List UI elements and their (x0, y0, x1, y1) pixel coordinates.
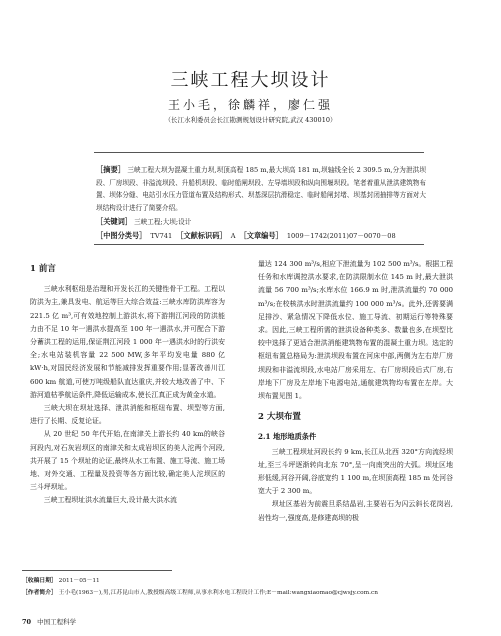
received-label: ［收稿日期］ (22, 578, 57, 584)
abstract-top-rule (94, 152, 424, 153)
received-date: 2011－05－11 (58, 578, 100, 584)
article-authors: 王小毛，徐麟祥，廖仁强 (167, 98, 333, 112)
journal-name: 中国工程科学 (37, 618, 77, 626)
section-1-paragraph: 三峡工程坝址洪水流量巨大,设计最大洪水流 (43, 496, 177, 505)
section-1-paragraph: 三峡水利枢纽是治理和开发长江的关键性骨干工程。工程以防洪为主,兼具发电、航运等巨大综合效益:三峡水库防洪库容为 221.5 亿 m³,可有效地控制上游洪水,将下游荆江河段的防洪能力由不足 10 年一遇洪水提高至 100 年一遇洪水,并可配合下游分蓄洪工程的运用,保证荆江河段 1 000 年一遇洪水时的行洪安全;水电站装机容量 22 500 MW,多年平均发电量 880 亿 kW·h,对国民经济发展和节能减排发挥重要作用;显著改善川江 600 km 航道,可使万吨级船队直达重庆,并较大地改善了中、下游河道枯季航运条件,降低运输成本,使长江真正成为黄金水道。 (30, 285, 225, 399)
continued-paragraph: 量达 124 300 m³/s,相应下泄流量为 102 500 m³/s。根据工程任务和水库调控洪水要求,在防洪限制水位 145 m 时,最大泄洪流量 56 700 m³/s;水库水位 166.9 m 时,泄洪流量约 70 000 m³/s;在校核洪水时泄洪流量约 100 000 m³/s。此外,还需要满足排沙、紧急情况下降低水位、施工导流、初期运行等特殊要求。因此,三峡工程所需的泄洪设备种类多、数量也多,在坝型比较中选择了更适合泄洪消能建筑物布置的混凝土重力坝。选定的枢纽布置总格局为:泄洪坝段布置在河床中部,两侧为左右岸厂房坝段和非溢流坝段,水电站厂房采用左、右厂房坝段后式厂房,右岸地下厂房及左岸地下电源电站,通航建筑物均布置在左岸。大坝布置见图 1。 (258, 260, 453, 401)
clc-label: ［中图分类号］ (96, 231, 147, 240)
doc-code-value: A (230, 232, 236, 240)
abstract-block (96, 164, 426, 214)
doc-code-label: ［文献标识码］ (176, 231, 227, 240)
footnote-rule (22, 570, 172, 571)
article-title: 三峡工程大坝设计 (170, 70, 331, 91)
page-number: 70 (22, 618, 32, 626)
section-1-paragraph: 从 20 世纪 50 年代开始,在南津关上游长约 40 km的峡谷河段内,对石灰岩坝区的南津关和太成岩坝区的美人沱两个河段,共开展了 15 个坝址的论证,最终从水工布置、施工导流、施工场地、对外交通、工程量及投资等各方面比较,确定美人沱坝区的三斗坪坝址。 (30, 430, 225, 492)
clc-value: TV741 (150, 232, 173, 240)
section-1-paragraph: 三峡大坝在坝址选择、泄洪消能和枢纽布置、坝型等方面,进行了长期、反复论证。 (30, 404, 225, 426)
section-2-paragraph: 三峡工程坝址河段长约 9 km,长江从北西 320°方向流经坝址,至三斗坪逐渐转向北东 70°,呈一向南突出的大弧。坝址区地形低缓,河谷开阔,谷底宽约 1 100 m,在坝顶高程 185 m 处河谷宽大于 2 300 m。 (258, 447, 453, 496)
page-footer (22, 617, 76, 626)
classification-line (96, 230, 396, 241)
section-2-heading: 2 大坝布置 (258, 412, 301, 423)
section-1-heading: 1 前言 (30, 264, 56, 274)
left-column (30, 263, 225, 508)
section-2-paragraph: 坝址区基岩为前震旦系结晶岩,主要岩石为闪云斜长花岗岩,岩性均一,强度高,是修建高坝的极 (258, 500, 453, 522)
subsection-2-1-heading: 2.1 地形地质条件 (258, 432, 317, 442)
keywords-label: ［关键词］ (96, 217, 132, 226)
author-bio: 王小毛(1963－),男,江苏昆山市人,教授级高级工程师,从事水利水电工程设计工作;E－mail:wangxiaomao@cjwsjy.com.cn (58, 590, 378, 596)
abstract-text: 三峡工程大坝为混凝土重力坝,坝顶高程 185 m,最大坝高 181 m,坝轴线全长 2 309.5 m,分为泄洪坝段、厂房坝段、非溢流坝段、升船机坝段、临时船闸坝段、左导墙坝段和纵向围堰坝段。笔者着重从泄洪建筑物布置、坝体分缝、电站引水压力管道布置及结构形式、坝基深层抗滑稳定、临时船闸封堵、坝基封闭抽排等方面对大坝结构设计进行了简要介绍。 (96, 166, 426, 212)
abstract-bottom-rule (94, 244, 424, 245)
article-id-label: ［文章编号］ (239, 231, 283, 240)
footnote-author (22, 587, 482, 596)
author-affiliation: （长江水利委员会长江勘测规划设计研究院,武汉 430010） (164, 116, 337, 124)
keywords-line (96, 216, 191, 227)
footnote-received (22, 575, 482, 584)
article-id-value: 1009－1742(2011)07－0070－08 (286, 232, 396, 240)
keywords-text: 三峡工程;大坝;设计 (134, 218, 192, 226)
right-column (258, 258, 453, 525)
abstract-label: ［摘要］ (96, 165, 126, 174)
author-bio-label: ［作者简介］ (22, 590, 57, 596)
